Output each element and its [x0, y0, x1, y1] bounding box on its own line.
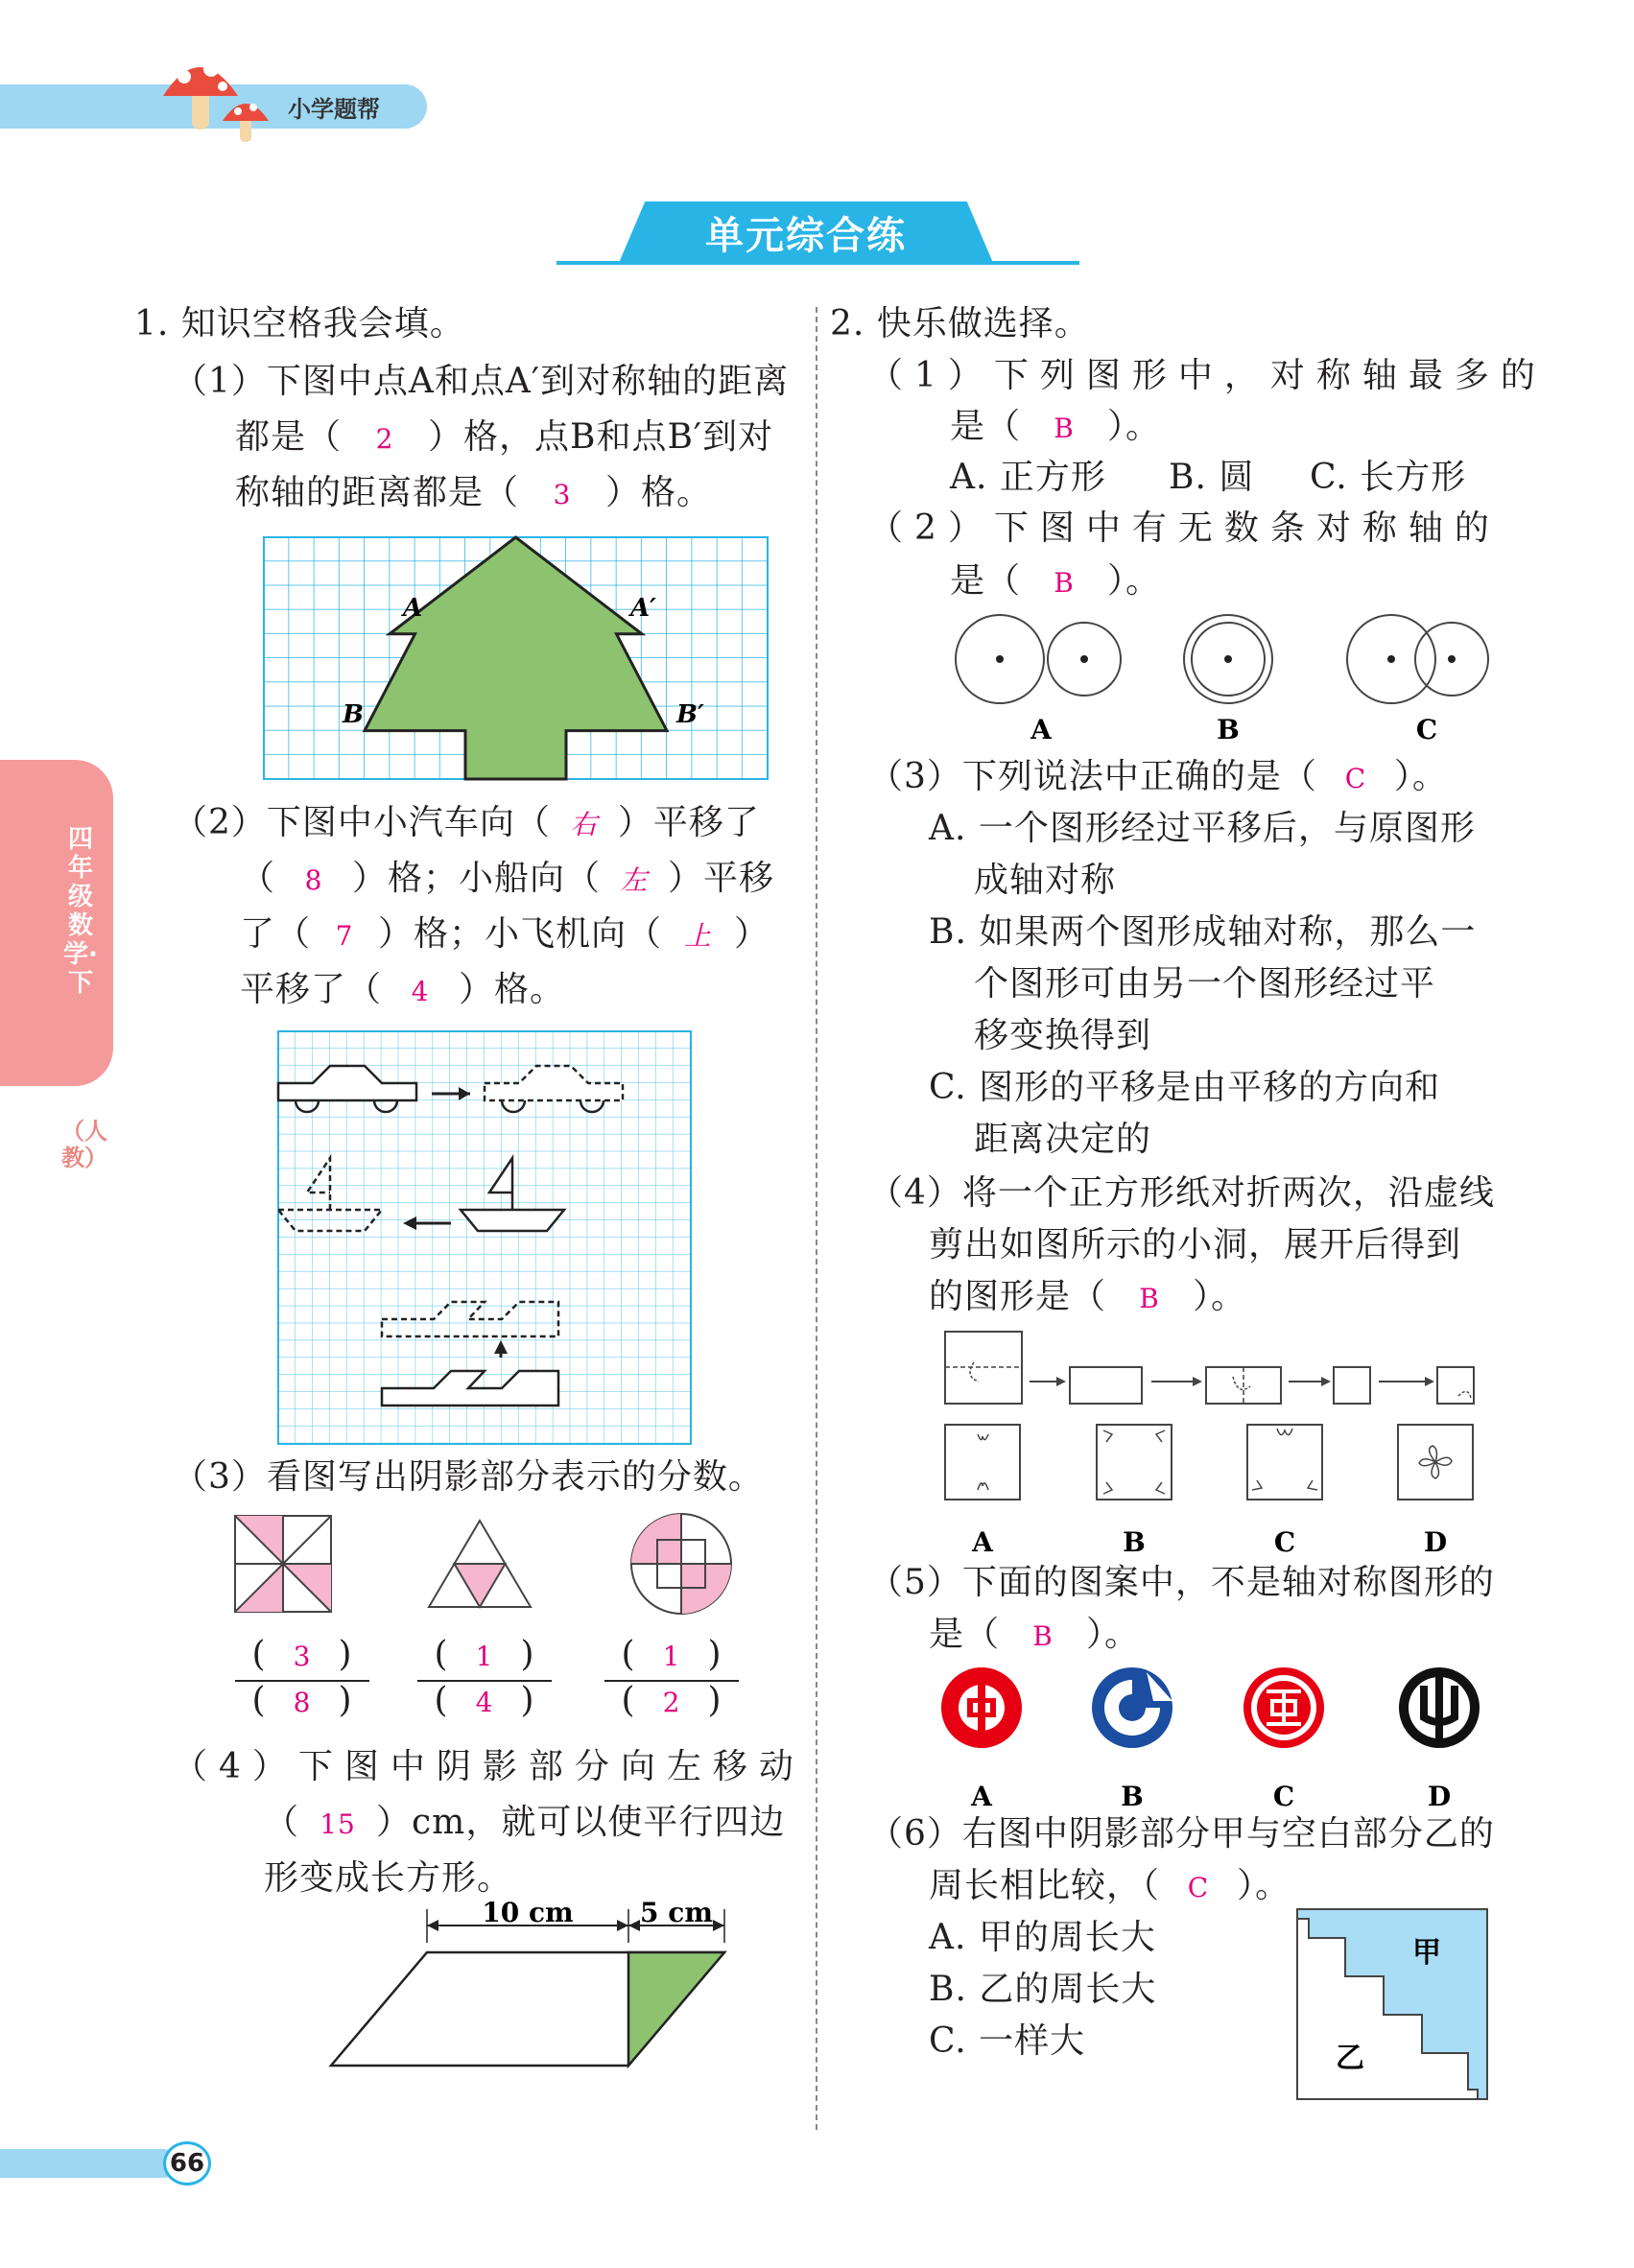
fraction-3: ( 1 ) ( 2 ) — [604, 1636, 739, 1722]
q2-heading: 2. 快乐做选择。 — [830, 304, 1090, 343]
q2-c1-optB: B. 圆 — [1169, 458, 1255, 497]
logo-a — [941, 1667, 1022, 1748]
q2-c6-optA: A. 甲的周长大 — [929, 1918, 1156, 1957]
answer-blank: 2 — [662, 1687, 681, 1718]
q1-p2-line2: （ 8 ）格；小船向（ 左 ）平移 — [240, 859, 775, 898]
svg-text:C: C — [1272, 1781, 1295, 1812]
answer-blank: 3 — [293, 1641, 312, 1672]
answer-blank: 15 — [320, 1808, 356, 1840]
q1-p3-text: （3）看图写出阴影部分表示的分数。 — [173, 1457, 764, 1497]
q1-p4-line2: （ 15 ）cm，就可以使平行四边 — [264, 1803, 786, 1842]
tree-grid-figure — [264, 537, 768, 779]
q1-p2-line1: （2）下图中小汽车向（ 右 ）平移了 — [173, 803, 760, 842]
q1-p2-line3: 了（ 7 ）格；小飞机向（ 上 ） — [240, 914, 770, 954]
q2-c2-line1: （2）下图中有无数条对称轴的 — [868, 508, 1501, 548]
fraction-2: ( 1 ) ( 4 ) — [417, 1636, 552, 1722]
bank-logos-figure — [931, 1665, 1497, 1813]
q2-c3-line1: （3）下列说法中正确的是（ C ）。 — [868, 757, 1448, 796]
svg-text:A: A — [403, 594, 423, 623]
q2-c3-optB1: B. 如果两个图形成轴对称，那么一 — [929, 912, 1477, 952]
side-label: 四年级数学·下 — [63, 825, 98, 998]
footer-bar — [0, 2149, 178, 2178]
q1-p1-line1: （1）下图中点A和点A′到对称轴的距离 — [173, 362, 790, 401]
translation-grid-figure — [278, 1031, 691, 1444]
paper-folding-figure — [945, 1329, 1482, 1559]
q2-c6-line2: 周长相比较，（ C ）。 — [929, 1866, 1291, 1905]
staircase-figure — [1297, 1909, 1489, 2101]
circles-figure — [955, 614, 1530, 748]
q2-c1-optA: A. 正方形 — [950, 458, 1106, 497]
q2-c4-line1: （4）将一个正方形纸对折两次，沿虚线 — [868, 1173, 1495, 1213]
answer-blank: 左 — [620, 864, 649, 896]
q2-c1-optC: C. 长方形 — [1310, 458, 1467, 497]
svg-text:10 cm: 10 cm — [482, 1897, 574, 1928]
q2-c6-optC: C. 一样大 — [929, 2021, 1086, 2061]
svg-text:甲: 甲 — [1412, 1936, 1441, 1970]
q2-c1-line2: 是（ B ）。 — [950, 407, 1162, 446]
q2-c4-line3: 的图形是（ B ）。 — [929, 1277, 1247, 1316]
q2-c2-line2: 是（ B ）。 — [950, 561, 1162, 601]
svg-text:A: A — [972, 1526, 993, 1558]
circle-fraction-figure — [628, 1511, 734, 1617]
answer-blank: C — [1344, 763, 1367, 794]
page-title: 单元综合练 — [705, 214, 907, 258]
answer-blank: 4 — [475, 1687, 494, 1718]
answer-blank: B — [1054, 567, 1075, 599]
logo-c — [1243, 1667, 1324, 1748]
q2-c3-optC1: C. 图形的平移是由平移的方向和 — [929, 1068, 1441, 1107]
answer-blank: B — [1139, 1283, 1160, 1314]
answer-blank: B — [1032, 1620, 1054, 1652]
answer-blank: 2 — [375, 423, 394, 455]
answer-blank: 3 — [553, 479, 572, 510]
q2-c3-optA1: A. 一个图形经过平移后，与原图形 — [929, 809, 1476, 848]
q2-c5-line1: （5）下面的图案中，不是轴对称图形的 — [868, 1563, 1495, 1602]
q1-p1-line3: 称轴的距离都是（ 3 ）格。 — [235, 473, 713, 512]
answer-blank: 上 — [684, 920, 713, 952]
logo-b — [1092, 1667, 1172, 1748]
q1-p4-line1: （4）下图中阴影部分向左移动 — [173, 1747, 805, 1786]
brand-name: 小学题帮 — [288, 96, 380, 123]
q1-p2-line4: 平移了（ 4 ）格。 — [240, 970, 566, 1009]
q2-c3-optB2: 个图形可由另一个图形经过平 — [974, 964, 1436, 1004]
answer-blank: 8 — [304, 864, 323, 896]
page-number: 66 — [163, 2141, 211, 2185]
q2-c6-line1: （6）右图中阴影部分甲与空白部分乙的 — [868, 1814, 1495, 1854]
logo-d — [1399, 1667, 1480, 1748]
triangle-fraction-figure — [427, 1516, 533, 1612]
q2-c5-line2: 是（ B ）。 — [929, 1615, 1141, 1654]
parallelogram-figure — [331, 1897, 734, 2077]
q2-c1-line1: （1）下列图形中，对称轴最多的 — [868, 356, 1547, 395]
svg-text:B: B — [1217, 714, 1240, 745]
svg-text:A′: A′ — [630, 594, 657, 623]
side-sublabel: （人教） — [61, 1118, 107, 1171]
q2-c3-optC2: 距离决定的 — [974, 1120, 1152, 1159]
q1-heading: 1. 知识空格我会填。 — [134, 304, 465, 343]
svg-text:A: A — [971, 1781, 992, 1812]
svg-text:B: B — [1123, 1526, 1146, 1558]
mushroom-logo — [163, 48, 288, 144]
svg-text:乙: 乙 — [1336, 2042, 1364, 2075]
svg-text:A: A — [1030, 714, 1052, 745]
answer-blank: 右 — [570, 809, 599, 840]
answer-blank: 1 — [662, 1641, 681, 1672]
q2-c3-optB3: 移变换得到 — [974, 1016, 1152, 1055]
answer-blank: 8 — [293, 1687, 312, 1718]
fraction-1: ( 3 ) ( 8 ) — [235, 1636, 369, 1722]
q1-p4-line3: 形变成长方形。 — [264, 1858, 513, 1898]
q2-c6-optB: B. 乙的周长大 — [929, 1970, 1157, 2009]
svg-text:D: D — [1427, 1781, 1452, 1812]
answer-blank: 1 — [475, 1641, 494, 1672]
svg-text:C: C — [1273, 1526, 1296, 1558]
answer-blank: 7 — [335, 920, 354, 952]
column-divider — [816, 307, 817, 2130]
svg-text:B: B — [343, 700, 364, 729]
answer-blank: 4 — [411, 976, 430, 1007]
svg-text:5 cm: 5 cm — [640, 1897, 713, 1928]
svg-text:B: B — [1121, 1781, 1144, 1812]
square-fraction-figure — [235, 1516, 331, 1612]
q1-p1-line2: 都是（ 2 ）格，点B和点B′到对 — [235, 417, 774, 457]
q2-c3-optA2: 成轴对称 — [974, 861, 1117, 900]
svg-text:C: C — [1415, 714, 1438, 745]
q2-c4-line2: 剪出如图所示的小洞，展开后得到 — [929, 1225, 1462, 1264]
answer-blank: B — [1054, 413, 1075, 444]
answer-blank: C — [1187, 1872, 1210, 1903]
svg-text:B′: B′ — [676, 700, 704, 729]
svg-text:D: D — [1423, 1526, 1448, 1558]
